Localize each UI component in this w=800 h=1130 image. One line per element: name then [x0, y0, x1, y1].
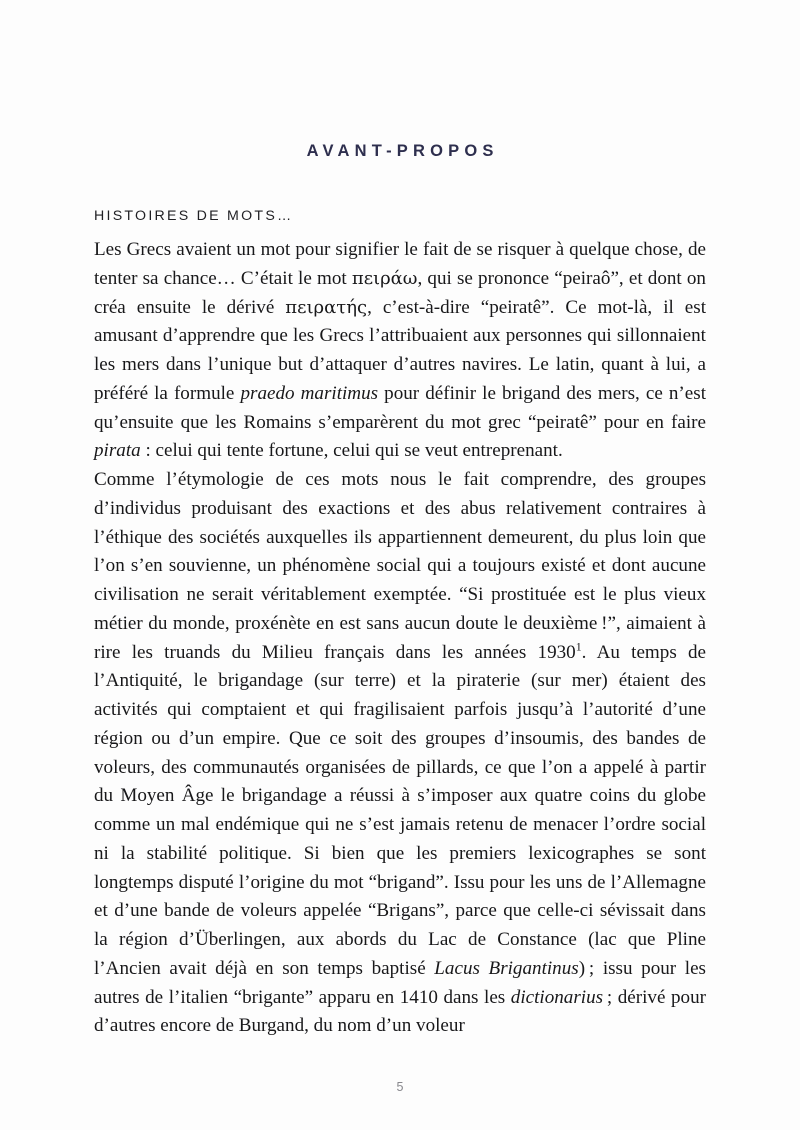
text-run: Comme l’étymologie de ces mots nous le fait comprendre, des groupes d’individus produisant des exactions et des abus relativement contraires à l’éthique des sociétés auxquelles ils appartiennent demeurent, du plus loin que l’on s’en souvienne, un phénomène social qui a toujours existé et dont aucune civilisation ne serait véritablement exemptée. “Si prostituée est le plus vieux métier du monde, proxénète en est sans aucun doute le deuxième !”, aimaient à rire les truands du Milieu français dans les années 1930: [94, 469, 706, 663]
greek-term: πειράω: [351, 267, 418, 289]
text-run: , c’est-à-dire “peiratê”. Ce mot-là, il est amusant d’apprendre que les Grecs l’attribuaient aux personnes qui sillonnaient les mers dans l’unique but d’attaquer d’autres navires. Le latin, quant à lui, a préféré la formule: [94, 296, 706, 404]
text-run: : celui qui tente fortune, celui qui se veut entreprenant.: [140, 440, 563, 462]
greek-term: πειρατής: [285, 296, 368, 318]
italic-term: Lacus Brigantinus: [434, 957, 579, 979]
body-text: [94, 236, 706, 1041]
body-paragraph: [94, 466, 706, 1041]
text-run: . Au temps de l’Antiquité, le brigandage (sur terre) et la piraterie (sur mer) étaient des activités qui comptaient et qui fragilisaient parfois jusqu’à l’autorité d’une région ou d’un empire. Que ce soit des groupes d’insoumis, des bandes de voleurs, des communautés organisées de pillards, ce que l’on a appelé à partir du Moyen Âge le brigandage a réussi à s’imposer aux quatre coins du globe comme un mal endémique qui ne s’est jamais retenu de menacer l’ordre social ni la stabilité politique. Si bien que les premiers lexicographes se sont longtemps disputé l’origine du mot “brigand”. Issu pour les uns de l’Allemagne et d’une bande de voleurs appelée “Brigans”, parce que celle-ci sévissait dans la région d’Überlingen, aux abords du Lac de Constance (lac que Pline l’Ancien avait déjà en son temps baptisé: [94, 641, 706, 979]
body-paragraph: [94, 236, 706, 466]
text-run: Les Grecs avaient un mot pour signifier le fait de se risquer à quelque chose, de tenter sa chance… C’était le mot: [94, 239, 706, 289]
text-run: ) ; issu pour les autres de l’italien “brigante” apparu en 1410 dans les: [94, 957, 706, 1008]
italic-term: praedo maritimus: [240, 382, 379, 404]
footnote-marker[interactable]: 1: [575, 639, 582, 654]
text-run: pour définir le brigand des mers, ce n’est qu’ensuite que les Romains s’emparèrent du mot grec “peiratê” pour en faire: [94, 382, 706, 433]
text-run: ; dérivé pour d’autres encore de Burgand, du nom d’un voleur: [94, 986, 707, 1037]
italic-term: pirata: [94, 440, 141, 462]
page-number: 5: [396, 1080, 404, 1094]
text-run: , qui se prononce “peiraô”, et dont on créa ensuite le dérivé: [94, 267, 706, 318]
italic-term: dictionarius: [510, 986, 604, 1008]
chapter-title: AVANT-PROPOS: [306, 142, 499, 160]
section-subtitle: HISTOIRES DE MOTS…: [94, 208, 294, 224]
